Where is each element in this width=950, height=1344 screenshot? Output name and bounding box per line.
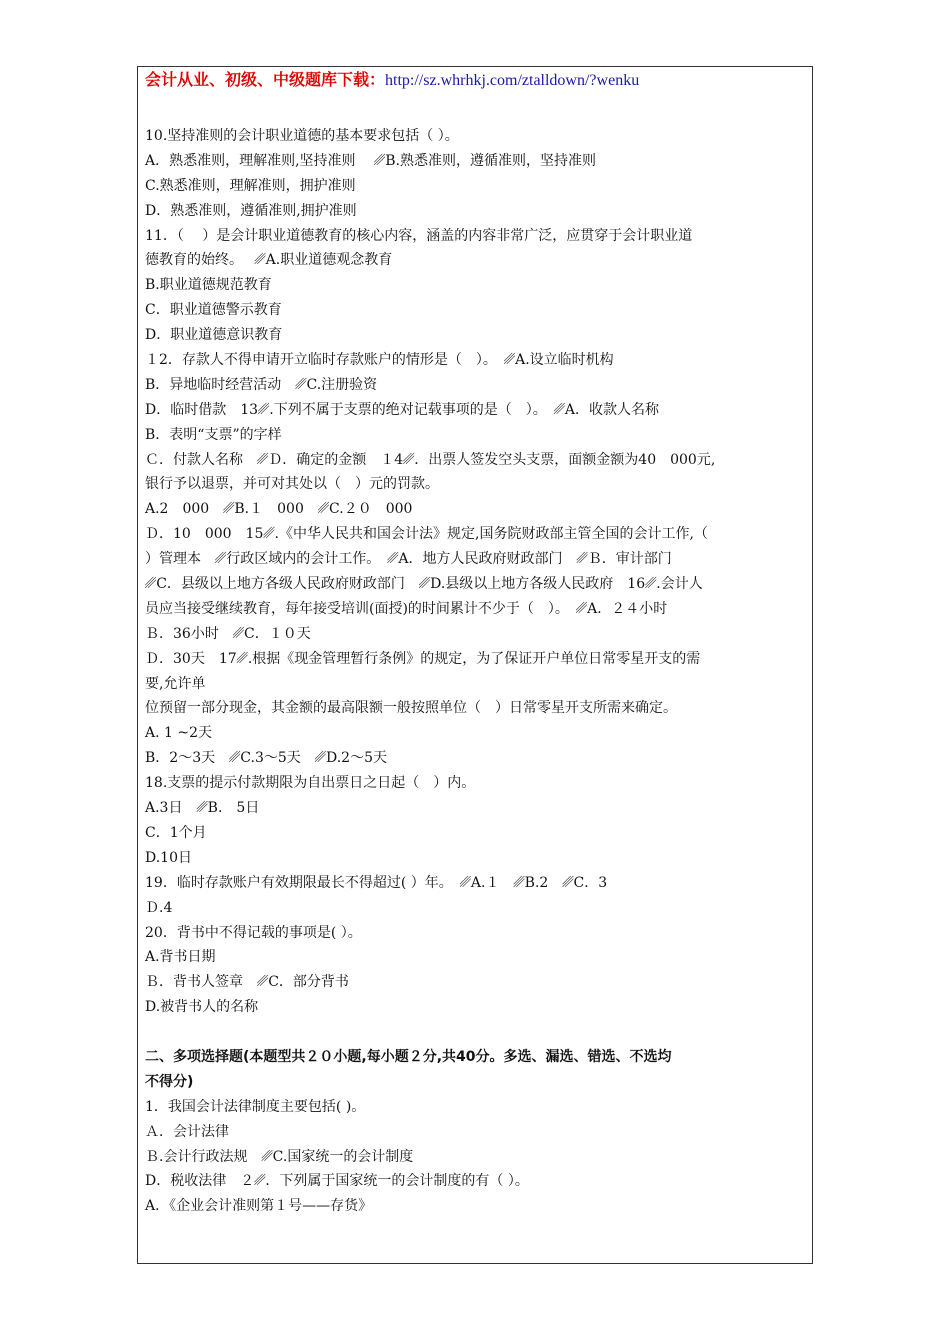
text-line: Ｂ．36小时 ␥C．１０天 bbox=[145, 625, 311, 642]
text-line: 德教育的始终。 ␥A.职业道德观念教育 bbox=[145, 252, 393, 269]
text-line: A. 1 ~2天 bbox=[145, 725, 213, 742]
document-body bbox=[145, 124, 810, 1219]
text-line: D．职业道德意识教育 bbox=[145, 327, 283, 344]
download-banner bbox=[145, 69, 639, 92]
text-line: A．熟悉准则，理解准则,坚持准则 ␥B.熟悉准则，遵循准则，坚持准则 bbox=[145, 152, 596, 169]
text-line: C．1个月 bbox=[145, 824, 207, 841]
text-line: Ｃ．付款人名称 ␥Ｄ．确定的金额 １4␥．出票人签发空头支票，面额金额为40 000元, bbox=[145, 451, 716, 468]
text-line: A.2 000 ␥B.１ 000 ␥C.２０ 000 bbox=[145, 501, 413, 518]
text-line: Ｂ.会计行政法规 ␥C.国家统一的会计制度 bbox=[145, 1148, 414, 1165]
section-heading: 二、多项选择题(本题型共２０小题,每小题２分,共40分。多选、漏选、错选、不选均 bbox=[145, 1048, 672, 1065]
text-line: Ｄ．30天 17␥.根据《现金管理暂行条例》的规定，为了保证开户单位日常零星开支的需 bbox=[145, 650, 701, 667]
text-line: D.10日 bbox=[145, 849, 192, 866]
text-line: D．熟悉准则，遵循准则,拥护准则 bbox=[145, 202, 357, 219]
banner-label: 会计从业、初级、中级题库下载： bbox=[145, 70, 386, 89]
text-line: 1．我国会计法律制度主要包括( )。 bbox=[145, 1098, 366, 1115]
text-line: １2．存款人不得申请开立临时存款账户的情形是（ ）。 ␥A.设立临时机构 bbox=[145, 352, 614, 369]
blank-line bbox=[145, 1020, 810, 1045]
text-line: B.职业道德规范教育 bbox=[145, 277, 272, 294]
text-line: D.被背书人的名称 bbox=[145, 999, 259, 1016]
text-line: B．表明“支票”的字样 bbox=[145, 426, 282, 443]
text-line: Ｂ．背书人签章 ␥C．部分背书 bbox=[145, 974, 349, 991]
text-line: D．税收法律 ２␥．下列属于国家统一的会计制度的有（ ）。 bbox=[145, 1173, 529, 1190]
text-line: 19．临时存款账户有效期限最长不得超过( ）年。 ␥A.１ ␥B.2 ␥C．3 bbox=[145, 874, 608, 891]
text-line: A.背书日期 bbox=[145, 949, 216, 966]
text-line: D．临时借款 13␥.下列不属于支票的绝对记载事项的是（ ）。 ␥A．收款人名称 bbox=[145, 401, 659, 418]
text-line: ）管理本 ␥行政区域内的会计工作。 ␥A．地方人民政府财政部门 ␥Ｂ．审计部门 bbox=[145, 551, 672, 568]
text-line: B．异地临时经营活动 ␥C.注册验资 bbox=[145, 376, 378, 393]
text-line: 11．（ ）是会计职业道德教育的核心内容，涵盖的内容非常广泛，应贯穿于会计职业道 bbox=[145, 227, 693, 244]
text-line: A．《企业会计准则第１号——存货》 bbox=[145, 1198, 373, 1215]
text-line: 要,允许单 bbox=[145, 675, 206, 692]
text-line: 10.坚持准则的会计职业道德的基本要求包括（ ）。 bbox=[145, 128, 459, 144]
text-line: C.熟悉准则，理解准则，拥护准则 bbox=[145, 177, 356, 194]
text-line: 员应当接受继续教育，每年接受培训(面授)的时间累计不少于（ ）。 ␥A．２４小时 bbox=[145, 600, 668, 617]
text-line: Ａ．会计法律 bbox=[145, 1123, 229, 1140]
text-line: 20．背书中不得记载的事项是( ）。 bbox=[145, 924, 362, 941]
text-line: 位预留一部分现金，其金额的最高限额一般按照单位（ ）日常零星开支所需来确定。 bbox=[145, 700, 677, 717]
banner-link[interactable]: http://sz.whrhkj.com/ztalldown/?wenku bbox=[385, 72, 640, 89]
text-line: Ｄ.4 bbox=[145, 899, 173, 916]
text-line: Ｄ．10 000 15␥.《中华人民共和国会计法》规定,国务院财政部主管全国的会计工作,（ bbox=[145, 526, 708, 543]
text-line: C．职业道德警示教育 bbox=[145, 302, 282, 319]
text-line: 18.支票的提示付款期限为自出票日之日起（ ）内。 bbox=[145, 775, 476, 792]
section-heading: 不得分) bbox=[145, 1073, 194, 1090]
text-line: 银行予以退票，并可对其处以（ ）元的罚款。 bbox=[145, 476, 439, 493]
text-line: ␥C．县级以上地方各级人民政府财政部门 ␥D.县级以上地方各级人民政府 16␥.会计人 bbox=[145, 576, 703, 593]
text-line: A.3日 ␥B. 5日 bbox=[145, 800, 260, 817]
text-line: B．2～3天 ␥C.3～5天 ␥D.2～5天 bbox=[145, 750, 387, 767]
